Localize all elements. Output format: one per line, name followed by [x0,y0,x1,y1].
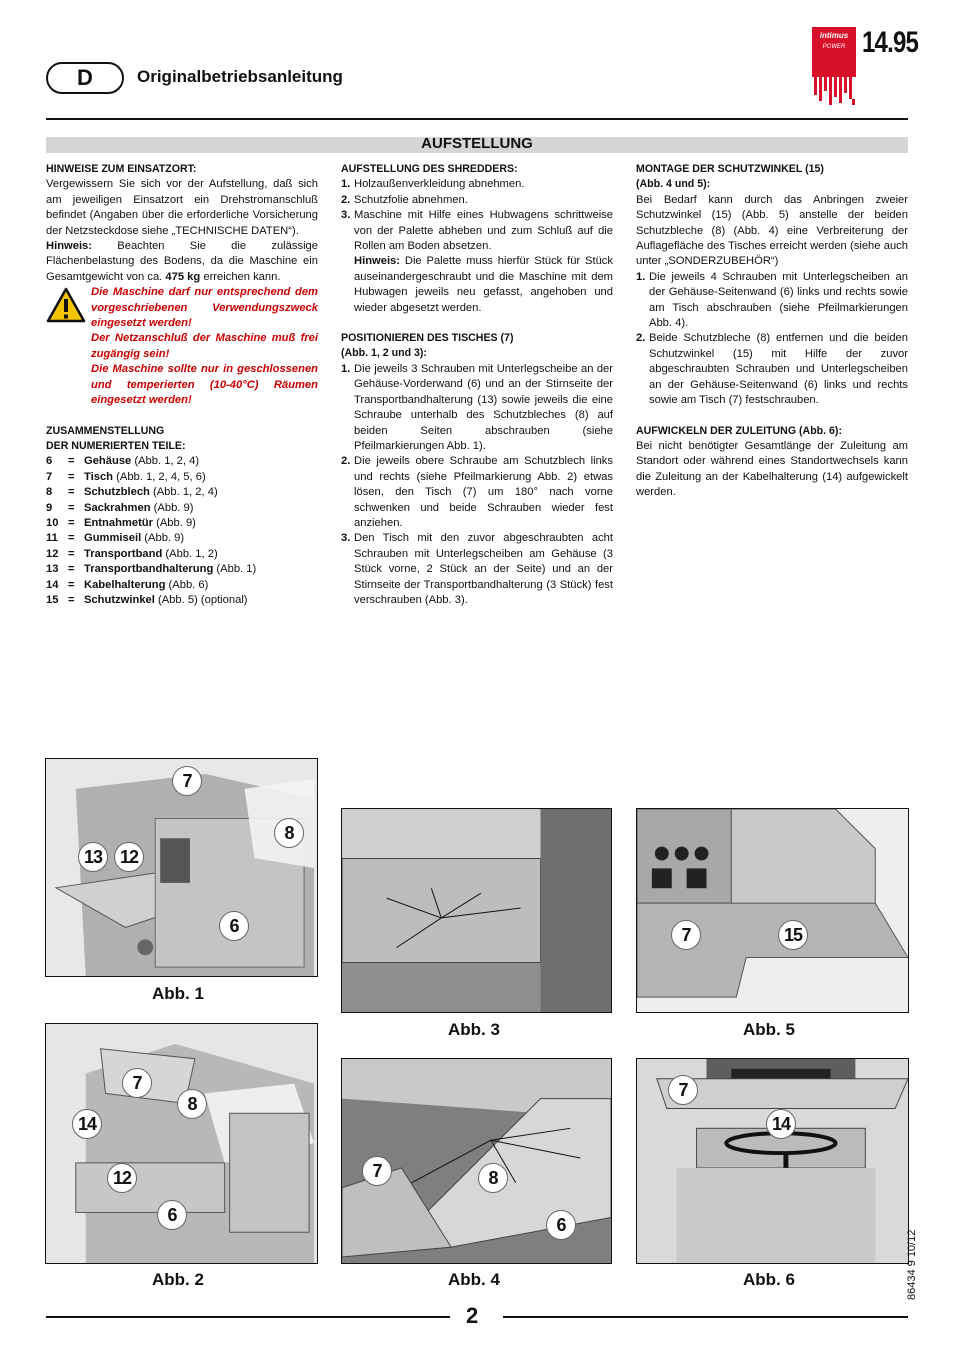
part-name: Tisch [84,470,114,483]
figure-3-label: Abb. 3 [448,1020,500,1039]
part-name: Sackrahmen [84,501,151,514]
parts-row [46,485,318,500]
figure-6-label: Abb. 6 [743,1270,795,1289]
part-name: Transportband [84,547,163,560]
warning-2: Der Netzanschluß der Maschine muß frei zugängig sein! [91,332,318,360]
callout-7: 7 [172,766,202,796]
table-step [341,362,613,454]
part-ref: (Abb. 1, 2, 4) [149,486,218,499]
callout-8: 8 [274,818,304,848]
angle-text: Bei Bedarf kann durch das Anbringen zweier Schutzwinkel (15) (Abb. 5) anstelle der beiden Schutzbleche (8) (Abb. 4) eine Verbreiterung der Auflagefläche des Tisches erreicht werden (siehe auch unter „SONDERZUBEHÖR“) [636,193,908,268]
step-number: 1. [636,270,646,283]
parts-row [46,578,318,593]
part-equals: = [68,501,75,514]
angle-step [636,331,908,408]
step-text: Maschine mit Hilfe eines Hubwagens schrittweise von der Palette abheben und zum Schluß auf die Rollen am Boden absetzen. [354,209,613,253]
step-number: 2. [341,193,351,206]
part-name: Transportbandhalterung [84,563,214,576]
part-number: 6 [46,455,53,468]
parts-row [46,470,318,485]
part-name: Entnahmetür [84,516,153,529]
callout-7: 7 [122,1068,152,1098]
part-equals: = [68,547,75,560]
part-name: Schutzwinkel [84,593,155,606]
part-equals: = [68,578,75,591]
step-text: Die jeweils 3 Schrauben mit Unterlegscheibe an der Gehäuse-Vorderwand (6) und an der Stirnseite der Transportbandhalterung (13) sowie jeweils die eine Schraube unterhalb des Schutzbleches (8) auf beiden Seiten abschrauben (siehe Pfeilmarkierungen Abb. 1). [354,362,613,452]
step-number: 1. [341,178,351,191]
part-ref: (Abb. 1, 2, 4) [131,455,200,468]
step-text: Die jeweils 4 Schrauben mit Unterlegscheiben an der Gehäuse-Seitenwand (6) links und rechts sowie am Tisch abschrauben (siehe Pfeilmarkierungen Abb. 4). [649,270,908,330]
shredder-photo-3 [342,809,611,1012]
model-number: 14.95 [862,26,919,59]
figure-2-label: Abb. 2 [152,1270,204,1289]
part-ref: (Abb. 1, 2) [162,547,218,560]
table-heading-2: (Abb. 1, 2 und 3): [341,347,427,360]
shredder-photo-2 [46,1024,317,1263]
part-ref: (Abb. 1) [213,563,257,576]
parts-row [46,593,318,608]
step-text: Schutzfolie abnehmen. [354,193,468,206]
part-name: Gummiseil [84,532,142,545]
step-number: 2. [341,455,351,468]
hint-label: Hinweis: [354,255,401,268]
callout-8: 8 [478,1163,508,1193]
table-step [341,531,613,608]
footer-divider-right [503,1316,908,1318]
language-badge [46,62,124,94]
cable-heading: AUFWICKELN DER ZULEITUNG (Abb. 6): [636,424,842,437]
step-number: 2. [636,332,646,345]
part-name: Kabelhalterung [84,578,166,591]
part-number: 11 [46,532,58,545]
hint-weight: 475 kg [165,270,201,283]
part-number: 12 [46,547,59,560]
part-number: 9 [46,501,53,514]
part-equals: = [68,593,75,606]
hint-text: Die Palette muss hierfür Stück für Stück auseinandergeschraubt und die Maschine mit dem Hubwagen jeweils neu gefasst, angehoben und wieder abgesetzt werden. [354,255,613,314]
parts-heading-1: ZUSAMMENSTELLUNG [46,424,165,437]
warning-3: Die Maschine sollte nur in geschlossenen und temperierten (10-40°C) Räumen eingesetzt werden! [91,363,318,407]
part-equals: = [68,516,75,529]
callout-6: 6 [219,911,249,941]
document-code: 86434 9 10/12 [906,1229,918,1300]
intimus-logo [812,27,856,107]
parts-heading-2: DER NUMERIERTEN TEILE: [46,439,186,452]
part-ref: (Abb. 6) [165,578,209,591]
warning-block [46,285,318,408]
step-text: Den Tisch mit den zuvor abgeschraubten acht Schrauben mit Unterlegscheiben am Gehäuse (3 Stück vorne, 2 Stück an der Seite) und an der Stirnseite der Transportbandhalterung (3 Stück) fest verschrauben (Abb. 3). [354,532,613,606]
part-number: 8 [46,486,53,499]
logo-brand: intimus [819,31,849,40]
section-title: AUFSTELLUNG [421,135,533,152]
part-number: 7 [46,470,53,483]
step-number: 3. [341,532,351,545]
part-name: Schutzblech [84,486,150,499]
column-2 [341,162,613,608]
callout-7: 7 [362,1156,392,1186]
callout-12: 12 [107,1163,137,1193]
setup-heading: AUFSTELLUNG DES SHREDDERS: [341,163,518,175]
warning-1: Die Maschine darf nur entsprechend dem vorgeschriebenen Verwendungszweck eingesetzt werden! [91,286,318,330]
hint-text-a: Beachten Sie die zulässige Flächenbelastung des Bodens, da die Maschine ein Gesamtgewicht von ca. [46,240,318,283]
step-number: 1. [341,362,351,375]
parts-row [46,516,318,531]
hint-text-b: erreichen kann. [200,270,281,283]
callout-13: 13 [78,842,108,872]
parts-row [46,531,318,546]
logo-subbrand: POWER [822,44,846,50]
setup-step [341,177,613,192]
step-text: Holzaußenverkleidung abnehmen. [354,178,525,191]
part-equals: = [68,532,75,545]
part-equals: = [68,486,75,499]
site-text: Vergewissern Sie sich vor der Aufstellung, daß sich am jeweiligen Einsatzort ein Drehstromanschluß befindet (Angaben über die erforderliche Vorsicherung der Netzsteckdose siehe „TECHNISCHE DATEN“). [46,178,318,237]
callout-6: 6 [546,1210,576,1240]
setup-hint [341,254,613,316]
callout-14: 14 [766,1109,796,1139]
part-equals: = [68,455,75,468]
step-text: Die jeweils obere Schraube am Schutzblech links und rechts (siehe Pfeilmarkierung Abb. 2) etwas lösen, den Tisch (7) um 180° nach vorne schwenken und beide Schrauben wieder fest anziehen. [354,455,613,529]
part-equals: = [68,563,75,576]
angle-step [636,270,908,332]
part-number: 13 [46,563,59,576]
angle-heading-2: (Abb. 4 und 5): [636,178,711,191]
callout-15: 15 [778,920,808,950]
callout-14: 14 [72,1109,102,1139]
column-3 [636,162,908,501]
step-number: 3. [341,209,351,222]
parts-row [46,562,318,577]
part-number: 15 [46,593,59,606]
figure-5-label: Abb. 5 [743,1020,795,1039]
part-equals: = [68,470,75,483]
parts-row [46,501,318,516]
site-heading: HINWEISE ZUM EINSATZORT: [46,163,197,175]
part-ref: (Abb. 1, 2, 4, 5, 6) [113,470,206,483]
cable-text: Bei nicht benötigter Gesamtlänge der Zuleitung am Standort oder während eines Standortwechsels kann die Zuleitung an der Kabelhalterung (14) aufgewickelt werden. [636,439,908,499]
column-1 [46,162,318,608]
callout-7: 7 [668,1075,698,1105]
callout-8: 8 [177,1089,207,1119]
angle-heading-1: MONTAGE DER SCHUTZWINKEL (15) [636,163,824,175]
language-code: D [77,65,93,90]
footer-divider-left [46,1316,450,1318]
callout-12: 12 [114,842,144,872]
header-divider [46,118,908,120]
table-heading-1: POSITIONIEREN DES TISCHES (7) [341,332,514,345]
part-ref: (Abb. 9) [150,501,194,514]
figure-1-label: Abb. 1 [152,984,204,1003]
parts-row [46,454,318,469]
figure-5-photo [636,808,909,1013]
part-name: Gehäuse [84,455,132,468]
section-bar [46,137,908,153]
table-step [341,454,613,531]
warning-triangle-icon [46,287,86,323]
setup-step [341,193,613,208]
shredder-photo-5 [637,809,908,1012]
figure-3-photo [341,808,612,1013]
document-title: Originalbetriebsanleitung [137,67,343,86]
parts-list [46,454,318,608]
hint-label: Hinweis: [46,240,93,253]
figure-2-photo [45,1023,318,1264]
part-ref: (Abb. 9) [153,516,196,529]
part-number: 14 [46,578,59,591]
parts-row [46,547,318,562]
setup-step [341,208,613,254]
callout-6: 6 [157,1200,187,1230]
weight-hint [46,239,318,285]
step-text: Beide Schutzbleche (8) entfernen und die beiden Schutzwinkel (15) mit Hilfe der zuvor abgeschraubten Schrauben und Unterlegscheiben an der Gehäuse-Seitenwand (6) links und rechts sowie am Tisch (7) festschrauben. [649,332,908,407]
part-number: 10 [46,516,59,529]
callout-7: 7 [671,920,701,950]
part-ref: (Abb. 9) [141,532,185,545]
page-number: 2 [466,1303,479,1328]
figure-4-label: Abb. 4 [448,1270,500,1289]
part-ref: (Abb. 5) (optional) [154,593,248,606]
